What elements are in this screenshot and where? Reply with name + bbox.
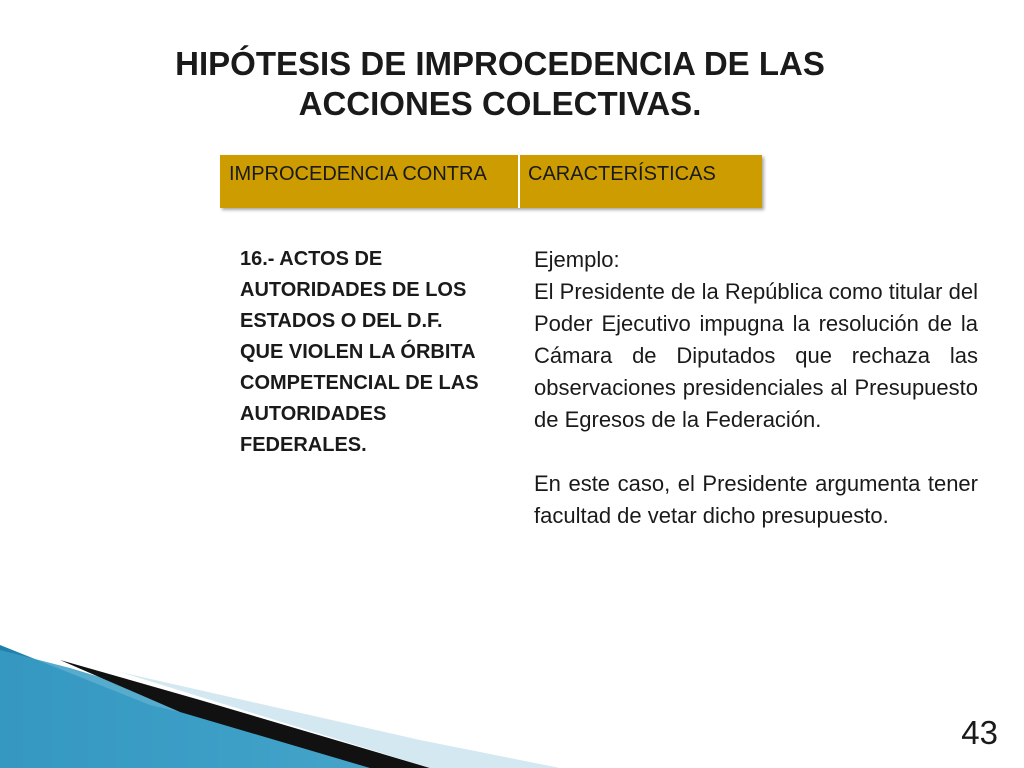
- table-header: [220, 155, 762, 208]
- page-number: 43: [961, 714, 998, 751]
- example-paragraph-1: El Presidente de la República como titular del Poder Ejecutivo impugna la resolución de la Cámara de Diputados que rechaza las observaciones presidenciales al Presupuesto de Egresos de la Federación.: [534, 279, 978, 432]
- header-cell-caracteristicas: [520, 155, 762, 208]
- example-paragraph-2: En este caso, el Presidente argumenta tener facultad de vetar dicho presupuesto.: [534, 471, 978, 528]
- header-label-improcedencia: IMPROCEDENCIA CONTRA: [229, 163, 487, 185]
- header-cell-improcedencia: [220, 155, 520, 208]
- improcedencia-item-16: 16.- ACTOS DE AUTORIDADES DE LOS ESTADOS O DEL D.F. QUE VIOLEN LA ÓRBITA COMPETENCIAL DE LAS AUTORIDADES FEDERALES.: [240, 248, 479, 456]
- header-label-caracteristicas: CARACTERÍSTICAS: [528, 163, 716, 185]
- paragraph-gap: [534, 436, 978, 468]
- example-label: Ejemplo:: [534, 247, 620, 272]
- slide-title: HIPÓTESIS DE IMPROCEDENCIA DE LAS ACCIONES COLECTIVAS.: [175, 45, 825, 122]
- caracteristicas-text: [534, 244, 978, 532]
